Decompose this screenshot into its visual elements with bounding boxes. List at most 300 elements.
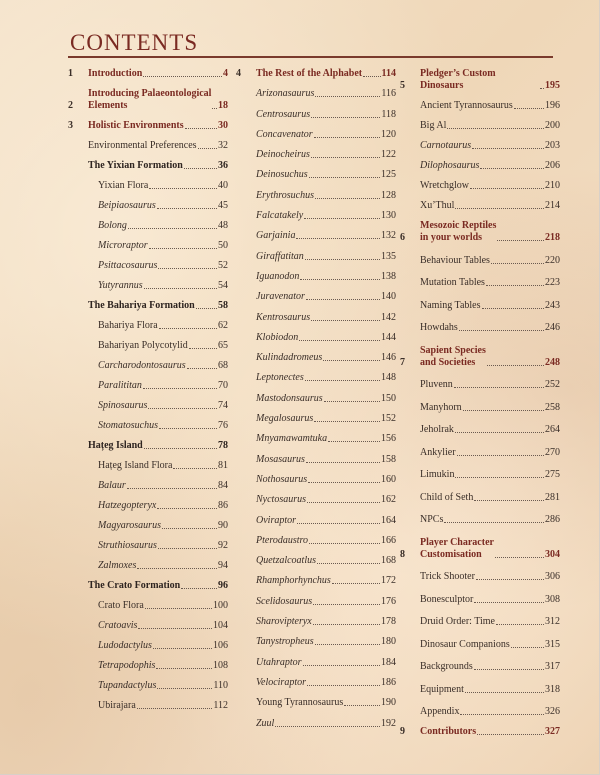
toc-entry[interactable] bbox=[400, 684, 560, 696]
page-number: 166 bbox=[381, 534, 396, 546]
toc-chapter-entry[interactable] bbox=[236, 68, 396, 80]
toc-entry[interactable] bbox=[400, 402, 560, 414]
page-number: 118 bbox=[381, 108, 396, 120]
entry-title: Tanystropheus bbox=[256, 636, 314, 648]
toc-entry[interactable] bbox=[236, 657, 396, 669]
entry-label-wrap bbox=[98, 640, 228, 652]
dot-leader bbox=[317, 563, 380, 564]
page-number: 130 bbox=[381, 210, 396, 222]
page-number: 68 bbox=[218, 360, 228, 371]
toc-entry[interactable] bbox=[68, 160, 228, 172]
toc-entry[interactable] bbox=[236, 474, 396, 486]
dot-leader bbox=[304, 218, 380, 219]
entry-label-wrap bbox=[256, 474, 396, 486]
toc-entry[interactable] bbox=[68, 540, 228, 552]
page-number: 275 bbox=[545, 469, 560, 480]
page-number: 48 bbox=[218, 220, 228, 231]
toc-entry[interactable] bbox=[68, 700, 228, 712]
entry-label-wrap bbox=[256, 190, 396, 202]
entry-title: Backgrounds bbox=[420, 661, 473, 672]
toc-entry[interactable] bbox=[400, 140, 560, 152]
toc-chapter-entry[interactable] bbox=[400, 345, 560, 369]
page-number: 317 bbox=[545, 661, 560, 672]
entry-title: Trick Shooter bbox=[420, 571, 475, 582]
entry-label-wrap bbox=[256, 535, 396, 547]
toc-entry[interactable] bbox=[68, 420, 228, 432]
entry-title: Nyctosaurus bbox=[256, 494, 306, 506]
entry-title: Ubirajara bbox=[98, 700, 136, 711]
entry-title: Player Character Customisation bbox=[420, 536, 494, 560]
page-number: 150 bbox=[381, 392, 396, 404]
toc-entry[interactable] bbox=[236, 454, 396, 466]
toc-entry[interactable] bbox=[68, 680, 228, 692]
entry-title: Mosasaurus bbox=[256, 453, 305, 465]
entry-label-wrap bbox=[88, 88, 228, 112]
toc-entry[interactable] bbox=[68, 660, 228, 672]
toc-entry[interactable] bbox=[236, 190, 396, 202]
toc-entry[interactable] bbox=[68, 140, 228, 152]
entry-label-wrap bbox=[98, 340, 228, 352]
toc-entry[interactable] bbox=[400, 594, 560, 606]
toc-chapter-entry[interactable] bbox=[400, 726, 560, 738]
page-number: 84 bbox=[218, 480, 228, 491]
page-number: 206 bbox=[545, 160, 560, 171]
toc-chapter-entry[interactable] bbox=[68, 68, 228, 80]
entry-label-wrap bbox=[98, 600, 228, 612]
entry-title: Cratoavis bbox=[98, 620, 138, 631]
toc-entry[interactable] bbox=[400, 180, 560, 192]
toc-entry[interactable] bbox=[68, 220, 228, 232]
toc-entry[interactable] bbox=[236, 149, 396, 161]
page-number: 220 bbox=[545, 254, 560, 266]
entry-title: Holistic Environments bbox=[88, 120, 184, 131]
page-number: 264 bbox=[545, 424, 560, 435]
page-number: 156 bbox=[381, 433, 396, 445]
dot-leader bbox=[474, 669, 544, 670]
dot-leader bbox=[153, 648, 212, 649]
entry-title: Concavenator bbox=[256, 128, 313, 140]
page-number: 308 bbox=[545, 593, 560, 605]
entry-title: Big Al bbox=[420, 120, 447, 131]
entry-label-wrap bbox=[256, 393, 396, 405]
entry-label-wrap bbox=[98, 540, 228, 552]
toc-entry[interactable] bbox=[236, 413, 396, 425]
entry-title: Microraptor bbox=[98, 240, 148, 251]
entry-title: Balaur bbox=[98, 480, 126, 491]
toc-entry[interactable] bbox=[400, 255, 560, 267]
toc-entry[interactable] bbox=[68, 440, 228, 452]
dot-leader bbox=[189, 348, 217, 349]
dot-leader bbox=[511, 647, 544, 648]
entry-label-wrap bbox=[98, 620, 228, 632]
dot-leader bbox=[305, 380, 380, 381]
dot-leader bbox=[455, 432, 544, 433]
dot-leader bbox=[314, 137, 380, 138]
toc-entry[interactable] bbox=[400, 300, 560, 312]
page-number: 192 bbox=[381, 717, 396, 729]
dot-leader bbox=[158, 268, 217, 269]
page-number: 214 bbox=[545, 200, 560, 211]
entry-label-wrap bbox=[420, 120, 560, 132]
entry-title: Yutyrannus bbox=[98, 280, 143, 291]
entry-title: Dilophosaurus bbox=[420, 160, 480, 171]
entry-title: Howdahs bbox=[420, 322, 458, 333]
entry-title: Rhamphorhynchus bbox=[256, 575, 331, 587]
chapter-number: 3 bbox=[68, 120, 73, 131]
dot-leader bbox=[491, 263, 544, 264]
toc-entry[interactable] bbox=[68, 600, 228, 612]
toc-entry[interactable] bbox=[68, 640, 228, 652]
page-number: 125 bbox=[381, 169, 396, 181]
toc-entry[interactable] bbox=[68, 320, 228, 332]
dot-leader bbox=[315, 96, 380, 97]
toc-entry[interactable] bbox=[68, 200, 228, 212]
toc-chapter-entry[interactable] bbox=[68, 88, 228, 112]
toc-entry[interactable] bbox=[236, 677, 396, 689]
toc-entry[interactable] bbox=[236, 616, 396, 628]
entry-label-wrap bbox=[420, 661, 560, 673]
entry-title: Yixian Flora bbox=[98, 180, 149, 191]
dot-leader bbox=[157, 688, 212, 689]
page-number: 176 bbox=[381, 595, 396, 607]
dot-leader bbox=[311, 157, 380, 158]
page-number: 104 bbox=[213, 620, 228, 631]
page-number: 112 bbox=[213, 700, 228, 711]
toc-entry[interactable] bbox=[400, 100, 560, 112]
entry-title: Beipiaosaurus bbox=[98, 200, 156, 211]
toc-entry[interactable] bbox=[68, 480, 228, 492]
dot-leader bbox=[297, 523, 380, 524]
toc-entry[interactable] bbox=[400, 469, 560, 481]
toc-entry[interactable] bbox=[400, 447, 560, 459]
toc-entry[interactable] bbox=[400, 706, 560, 718]
entry-title: Kulindadromeus bbox=[256, 352, 323, 364]
entry-title: Hațeg Island Flora bbox=[98, 460, 173, 471]
toc-entry[interactable] bbox=[236, 636, 396, 648]
chapter-number: 4 bbox=[236, 68, 241, 79]
toc-entry[interactable] bbox=[236, 169, 396, 181]
dot-leader bbox=[514, 108, 544, 109]
dot-leader bbox=[144, 288, 217, 289]
entry-label-wrap bbox=[420, 684, 560, 696]
page-number: 90 bbox=[218, 520, 228, 531]
entry-label-wrap bbox=[256, 636, 396, 648]
toc-entry[interactable] bbox=[236, 697, 396, 709]
entry-label-wrap bbox=[420, 277, 560, 289]
entry-label-wrap bbox=[256, 718, 396, 730]
page-number: 162 bbox=[381, 494, 396, 506]
entry-title: Wretchglow bbox=[420, 180, 470, 191]
entry-title: Garjainia bbox=[256, 230, 296, 242]
toc-entry[interactable] bbox=[68, 560, 228, 572]
toc-entry[interactable] bbox=[236, 393, 396, 405]
entry-title: Mastodonsaurus bbox=[256, 392, 323, 404]
entry-label-wrap bbox=[256, 494, 396, 506]
dot-leader bbox=[149, 248, 217, 249]
entry-label-wrap bbox=[420, 492, 560, 504]
toc-entry[interactable] bbox=[68, 620, 228, 632]
toc-entry[interactable] bbox=[236, 88, 396, 100]
dot-leader bbox=[474, 602, 544, 603]
page-number: 158 bbox=[381, 453, 396, 465]
toc-entry[interactable] bbox=[400, 492, 560, 504]
page-number: 246 bbox=[545, 322, 560, 333]
entry-title: Mnyamawamtuka bbox=[256, 433, 328, 445]
page-number: 100 bbox=[213, 600, 228, 611]
entry-title: Pledger’s Custom Dinosaurs bbox=[420, 68, 496, 91]
entry-title: Magyarosaurus bbox=[98, 520, 161, 531]
toc-entry[interactable] bbox=[68, 520, 228, 532]
entry-title: Klobiodon bbox=[256, 331, 299, 343]
toc-entry[interactable] bbox=[400, 661, 560, 673]
entry-title: Oviraptor bbox=[256, 514, 296, 526]
toc-entry[interactable] bbox=[68, 180, 228, 192]
entry-title: Scelidosaurus bbox=[256, 595, 313, 607]
entry-label-wrap bbox=[88, 120, 228, 132]
dot-leader bbox=[311, 320, 380, 321]
dot-leader bbox=[314, 421, 380, 422]
entry-label-wrap bbox=[256, 413, 396, 425]
page-number: 326 bbox=[545, 706, 560, 717]
entry-label-wrap bbox=[98, 560, 228, 572]
toc-entry[interactable] bbox=[68, 460, 228, 472]
toc-entry[interactable] bbox=[400, 160, 560, 172]
dot-leader bbox=[307, 502, 380, 503]
entry-label-wrap bbox=[256, 230, 396, 242]
toc-entry[interactable] bbox=[68, 340, 228, 352]
dot-leader bbox=[148, 408, 217, 409]
entry-label-wrap bbox=[256, 68, 396, 80]
entry-label-wrap bbox=[420, 180, 560, 192]
entry-label-wrap bbox=[256, 312, 396, 324]
toc-entry[interactable] bbox=[236, 575, 396, 587]
dot-leader bbox=[496, 624, 544, 625]
toc-entry[interactable] bbox=[236, 291, 396, 303]
toc-entry[interactable] bbox=[68, 260, 228, 272]
toc-entry[interactable] bbox=[236, 251, 396, 263]
toc-entry[interactable] bbox=[236, 555, 396, 567]
dot-leader bbox=[311, 117, 380, 118]
entry-label-wrap bbox=[256, 169, 396, 181]
toc-entry[interactable] bbox=[400, 120, 560, 132]
page-number: 36 bbox=[218, 160, 228, 171]
toc-entry[interactable] bbox=[68, 400, 228, 412]
entry-label-wrap bbox=[98, 480, 228, 492]
toc-entry[interactable] bbox=[68, 300, 228, 312]
page-number: 4 bbox=[223, 68, 228, 79]
dot-leader bbox=[144, 448, 217, 449]
entry-title: Carcharodontosaurus bbox=[98, 360, 186, 371]
toc-entry[interactable] bbox=[68, 500, 228, 512]
chapter-number: 2 bbox=[68, 100, 73, 111]
entry-title: Velociraptor bbox=[256, 676, 306, 688]
entry-label-wrap bbox=[98, 360, 228, 372]
page-number: 318 bbox=[545, 683, 560, 695]
entry-title: Mutation Tables bbox=[420, 277, 485, 288]
dot-leader bbox=[157, 508, 217, 509]
entry-label-wrap bbox=[420, 514, 560, 526]
toc-entry[interactable] bbox=[400, 277, 560, 289]
toc-entry[interactable] bbox=[400, 571, 560, 583]
page-number: 164 bbox=[381, 514, 396, 526]
dot-leader bbox=[149, 188, 217, 189]
entry-label-wrap bbox=[256, 677, 396, 689]
toc-entry[interactable] bbox=[400, 514, 560, 526]
entry-title: Druid Order: Time bbox=[420, 616, 495, 627]
dot-leader bbox=[324, 401, 380, 402]
toc-entry[interactable] bbox=[68, 280, 228, 292]
dot-leader bbox=[138, 628, 212, 629]
entry-title: Hațeg Island bbox=[88, 440, 143, 451]
page-title: CONTENTS bbox=[70, 30, 199, 55]
dot-leader bbox=[143, 76, 222, 77]
toc-entry[interactable] bbox=[236, 596, 396, 608]
entry-label-wrap bbox=[420, 447, 560, 459]
dot-leader bbox=[173, 468, 217, 469]
page-number: 172 bbox=[381, 575, 396, 587]
entry-label-wrap bbox=[420, 379, 560, 391]
page-number: 106 bbox=[213, 640, 228, 651]
chapter-number: 5 bbox=[400, 80, 405, 91]
entry-title: Bonesculptor bbox=[420, 593, 474, 605]
entry-label-wrap bbox=[420, 537, 560, 561]
page-number: 195 bbox=[545, 80, 560, 91]
page-number: 94 bbox=[218, 560, 228, 571]
toc-chapter-entry[interactable] bbox=[400, 537, 560, 561]
page-number: 248 bbox=[545, 356, 560, 368]
entry-label-wrap bbox=[420, 402, 560, 414]
dot-leader bbox=[300, 279, 380, 280]
entry-label-wrap bbox=[256, 433, 396, 445]
entry-label-wrap bbox=[420, 345, 560, 369]
toc-entry[interactable] bbox=[400, 379, 560, 391]
page-number: 76 bbox=[218, 420, 228, 431]
entry-title: Bahariyan Polycotylid bbox=[98, 340, 188, 351]
page-number: 32 bbox=[218, 140, 228, 151]
entry-label-wrap bbox=[420, 469, 560, 481]
entry-label-wrap bbox=[88, 140, 228, 152]
entry-title: Arizonasaurus bbox=[256, 88, 315, 100]
page-number: 96 bbox=[218, 580, 228, 591]
page-number: 190 bbox=[381, 697, 396, 709]
entry-label-wrap bbox=[420, 322, 560, 334]
entry-title: Mesozoic Reptiles in your worlds bbox=[420, 220, 497, 243]
toc-entry[interactable] bbox=[236, 718, 396, 730]
entry-label-wrap bbox=[420, 220, 560, 244]
dot-leader bbox=[187, 368, 217, 369]
toc-entry[interactable] bbox=[400, 200, 560, 212]
toc-entry[interactable] bbox=[400, 616, 560, 628]
toc-entry[interactable] bbox=[400, 424, 560, 436]
page-number: 135 bbox=[381, 250, 396, 262]
toc-chapter-entry[interactable] bbox=[400, 68, 560, 92]
toc-entry[interactable] bbox=[236, 230, 396, 242]
toc-entry[interactable] bbox=[236, 372, 396, 384]
entry-label-wrap bbox=[88, 68, 228, 80]
toc-entry[interactable] bbox=[236, 312, 396, 324]
toc-chapter-entry[interactable] bbox=[68, 120, 228, 132]
chapter-number: 1 bbox=[68, 68, 73, 79]
entry-label-wrap bbox=[98, 380, 228, 392]
page-number: 203 bbox=[545, 140, 560, 151]
toc-entry[interactable] bbox=[400, 639, 560, 651]
toc-entry[interactable] bbox=[236, 352, 396, 364]
entry-title: Environmental Preferences bbox=[88, 140, 197, 151]
entry-label-wrap bbox=[98, 520, 228, 532]
toc-chapter-entry[interactable] bbox=[400, 220, 560, 244]
page-number: 132 bbox=[381, 230, 396, 242]
dot-leader bbox=[474, 500, 544, 501]
entry-title: Spinosaurus bbox=[98, 400, 148, 411]
page-number: 74 bbox=[218, 400, 228, 411]
toc-entry[interactable] bbox=[236, 109, 396, 121]
entry-title: Child of Seth bbox=[420, 491, 474, 503]
toc-entry[interactable] bbox=[68, 360, 228, 372]
dot-leader bbox=[137, 568, 217, 569]
entry-title: Pluvenn bbox=[420, 379, 453, 390]
page-number: 58 bbox=[218, 300, 228, 311]
page-number: 142 bbox=[381, 311, 396, 323]
dot-leader bbox=[181, 588, 217, 589]
entry-label-wrap bbox=[256, 271, 396, 283]
toc-entry[interactable] bbox=[68, 240, 228, 252]
toc-entry[interactable] bbox=[236, 129, 396, 141]
toc-entry[interactable] bbox=[400, 322, 560, 334]
entry-label-wrap bbox=[98, 240, 228, 252]
entry-title: NPCs bbox=[420, 514, 444, 525]
dot-leader bbox=[332, 583, 380, 584]
entry-label-wrap bbox=[420, 571, 560, 583]
toc-entry[interactable] bbox=[236, 271, 396, 283]
dot-leader bbox=[315, 644, 380, 645]
toc-entry[interactable] bbox=[236, 515, 396, 527]
entry-label-wrap bbox=[256, 697, 396, 709]
dot-leader bbox=[477, 734, 544, 735]
toc-entry[interactable] bbox=[68, 380, 228, 392]
entry-title: Jeholrak bbox=[420, 424, 454, 435]
entry-label-wrap bbox=[98, 200, 228, 212]
dot-leader bbox=[363, 76, 380, 77]
dot-leader bbox=[460, 714, 544, 715]
dot-leader bbox=[137, 708, 213, 709]
page-number: 52 bbox=[218, 260, 228, 271]
toc-entry[interactable] bbox=[236, 433, 396, 445]
entry-label-wrap bbox=[420, 300, 560, 312]
toc-entry[interactable] bbox=[236, 210, 396, 222]
dot-leader bbox=[455, 477, 544, 478]
entry-label-wrap bbox=[98, 260, 228, 272]
entry-label-wrap bbox=[256, 332, 396, 344]
entry-label-wrap bbox=[256, 210, 396, 222]
toc-entry[interactable] bbox=[236, 332, 396, 344]
page-number: 70 bbox=[218, 380, 228, 391]
toc-column-1 bbox=[68, 68, 228, 720]
toc-entry[interactable] bbox=[236, 494, 396, 506]
entry-label-wrap bbox=[98, 320, 228, 332]
toc-entry[interactable] bbox=[68, 580, 228, 592]
chapter-number: 9 bbox=[400, 726, 405, 737]
entry-title: Appendix bbox=[420, 706, 460, 717]
entry-title: Behaviour Tables bbox=[420, 254, 490, 266]
entry-label-wrap bbox=[88, 580, 228, 592]
entry-title: The Crato Formation bbox=[88, 580, 181, 591]
page-number: 50 bbox=[218, 240, 228, 251]
entry-label-wrap bbox=[256, 596, 396, 608]
entry-label-wrap bbox=[88, 300, 228, 312]
entry-label-wrap bbox=[98, 180, 228, 192]
dot-leader bbox=[306, 299, 380, 300]
toc-entry[interactable] bbox=[236, 535, 396, 547]
